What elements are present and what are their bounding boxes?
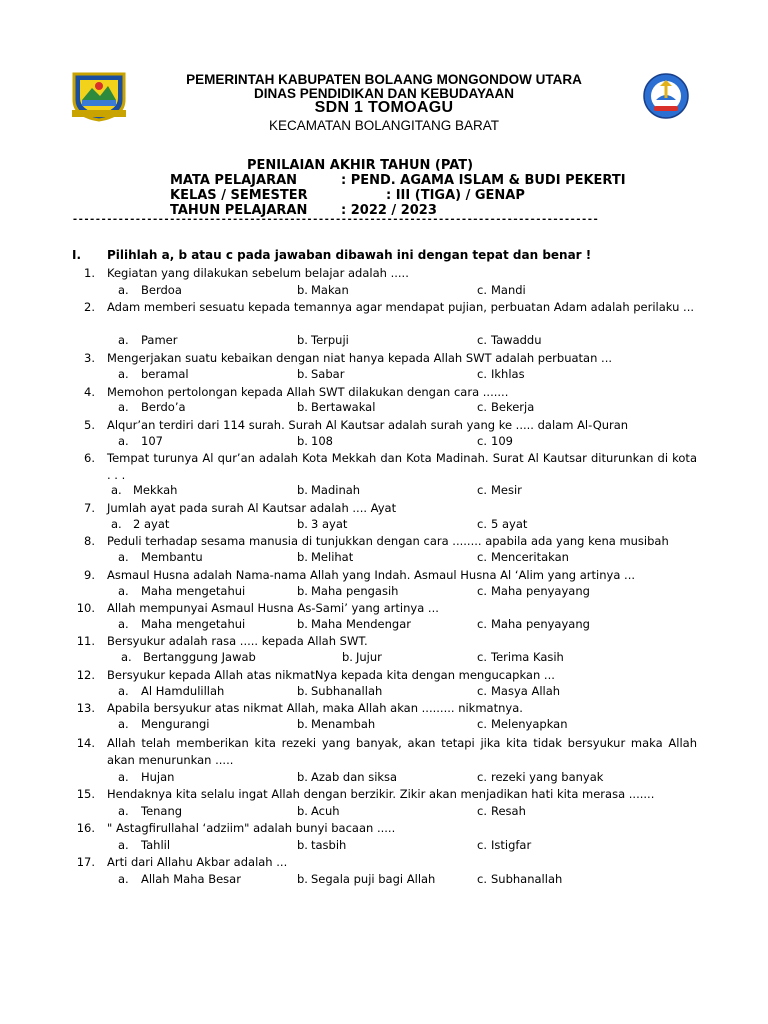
option-a-letter: a. xyxy=(118,617,129,631)
question-number: 17. xyxy=(76,855,95,869)
option-a-letter: a. xyxy=(118,367,129,381)
class-value: : III (TIGA) / GENAP xyxy=(386,188,525,203)
option-a-letter: a. xyxy=(121,650,132,664)
question-text: Allah mempunyai Asmaul Husna As-Sami’ yang artinya ... xyxy=(107,601,439,615)
option-a[interactable]: Al Hamdulillah xyxy=(141,684,225,698)
question-number: 16. xyxy=(76,821,95,835)
option-b-letter: b. xyxy=(297,333,308,347)
option-b-letter: b. xyxy=(297,684,308,698)
option-a[interactable]: Maha mengetahui xyxy=(141,584,246,598)
option-b-letter: b. xyxy=(297,804,308,818)
question-text: Bersyukur adalah rasa ..... kepada Allah SWT. xyxy=(107,634,368,648)
question-text: Adam memberi sesuatu kepada temannya agar mendapat pujian, perbuatan Adam adalah perilaku ... xyxy=(107,300,695,314)
option-b[interactable]: Subhanallah xyxy=(311,684,383,698)
option-c[interactable]: 5 ayat xyxy=(491,517,528,531)
question-number: 14. xyxy=(76,736,95,750)
question-text: Arti dari Allahu Akbar adalah ... xyxy=(107,855,288,869)
option-a[interactable]: Berdoa xyxy=(141,283,182,297)
question-number: 8. xyxy=(84,534,95,548)
option-b-letter: b. xyxy=(297,283,308,297)
exam-title: PENILAIAN AKHIR TAHUN (PAT) xyxy=(247,158,474,173)
question-text: Mengerjakan suatu kebaikan dengan niat hanya kepada Allah SWT adalah perbuatan ... xyxy=(107,351,613,365)
option-a-letter: a. xyxy=(111,483,122,497)
option-b-letter: b. xyxy=(297,550,308,564)
class-label: KELAS / SEMESTER xyxy=(170,188,308,203)
option-c[interactable]: Masya Allah xyxy=(491,684,561,698)
option-c-letter: c. xyxy=(477,838,487,852)
option-c-letter: c. xyxy=(477,584,487,598)
question-number: 10. xyxy=(76,601,95,615)
option-b-letter: b. xyxy=(297,517,308,531)
option-a[interactable]: beramal xyxy=(141,367,189,381)
option-b-letter: b. xyxy=(297,367,308,381)
option-c-letter: c. xyxy=(477,650,487,664)
option-a[interactable]: 2 ayat xyxy=(133,517,170,531)
question-text: Apabila bersyukur atas nikmat Allah, maka Allah akan ......... nikmatnya. xyxy=(107,701,523,715)
question-number: 2. xyxy=(84,300,95,314)
option-b-letter: b. xyxy=(297,617,308,631)
option-a-letter: a. xyxy=(118,550,129,564)
option-a-letter: a. xyxy=(111,517,122,531)
option-b-letter: b. xyxy=(297,483,308,497)
option-c[interactable]: Subhanallah xyxy=(491,872,563,886)
question-text: Jumlah ayat pada surah Al Kautsar adalah .... Ayat xyxy=(107,501,397,515)
option-c-letter: c. xyxy=(477,804,487,818)
option-c[interactable]: Melenyapkan xyxy=(491,717,568,731)
option-c-letter: c. xyxy=(477,550,487,564)
option-c-letter: c. xyxy=(477,684,487,698)
school-name: SDN 1 TOMOAGU xyxy=(314,99,454,116)
option-c[interactable]: Terima Kasih xyxy=(491,650,564,664)
option-c[interactable]: Mesir xyxy=(491,483,522,497)
option-b-letter: b. xyxy=(297,770,308,784)
government-heading: PEMERINTAH KABUPATEN BOLAANG MONGONDOW UTARA xyxy=(186,72,582,87)
question-text: " Astagfirullahal ‘adziim" adalah bunyi bacaan ..... xyxy=(107,821,396,835)
option-b-letter: b. xyxy=(297,717,308,731)
option-b[interactable]: Makan xyxy=(311,283,349,297)
option-a[interactable]: 107 xyxy=(141,434,163,448)
option-c[interactable]: Ikhlas xyxy=(491,367,525,381)
option-a-letter: a. xyxy=(118,434,129,448)
question-number: 4. xyxy=(84,385,95,399)
option-a[interactable]: Mengurangi xyxy=(141,717,210,731)
option-b[interactable]: 108 xyxy=(311,434,333,448)
subject-value: : PEND. AGAMA ISLAM & BUDI PEKERTI xyxy=(341,173,626,188)
option-a-letter: a. xyxy=(118,333,129,347)
question-number: 1. xyxy=(84,266,95,280)
question-number: 13. xyxy=(76,701,95,715)
option-a[interactable]: Mekkah xyxy=(133,483,178,497)
question-number: 7. xyxy=(84,501,95,515)
option-b[interactable]: Bertawakal xyxy=(311,400,376,414)
option-c-letter: c. xyxy=(477,400,487,414)
option-b-letter: b. xyxy=(342,650,353,664)
option-a-letter: a. xyxy=(118,717,129,731)
department-heading: DINAS PENDIDIKAN DAN KEBUDAYAAN xyxy=(253,86,515,101)
section-instruction: Pilihlah a, b atau c pada jawaban dibawah ini dengan tepat dan benar ! xyxy=(107,248,592,262)
option-a[interactable]: Pamer xyxy=(141,333,178,347)
option-c[interactable]: Tawaddu xyxy=(491,333,542,347)
option-c-letter: c. xyxy=(477,617,487,631)
option-a-letter: a. xyxy=(118,872,129,886)
option-a[interactable]: Tenang xyxy=(141,804,183,818)
option-c[interactable]: 109 xyxy=(491,434,513,448)
option-c[interactable]: Bekerja xyxy=(491,400,535,414)
option-c[interactable]: rezeki yang banyak xyxy=(491,770,604,784)
question-text: Asmaul Husna adalah Nama-nama Allah yang Indah. Asmaul Husna Al ‘Alim yang artinya ... xyxy=(107,568,636,582)
option-b[interactable]: Melihat xyxy=(311,550,354,564)
question-text: Hendaknya kita selalu ingat Allah dengan berzikir. Zikir akan menjadikan hati kita merasa ....... xyxy=(107,787,655,801)
option-c-letter: c. xyxy=(477,283,487,297)
option-b[interactable]: Maha Mendengar xyxy=(311,617,411,631)
question-text: Memohon pertolongan kepada Allah SWT dilakukan dengan cara ....... xyxy=(107,385,509,399)
question-number: 15. xyxy=(76,787,95,801)
option-b[interactable]: Maha pengasih xyxy=(311,584,399,598)
option-a[interactable]: Bertanggung Jawab xyxy=(143,650,256,664)
year-value: : 2022 / 2023 xyxy=(341,203,437,218)
option-b-letter: b. xyxy=(297,872,308,886)
question-number: 11. xyxy=(76,634,95,648)
question-text: Tempat turunya Al qur’an adalah Kota Mekkah dan Kota Madinah. Surat Al Kautsar diturunkan di kota . . . xyxy=(107,451,697,482)
option-a[interactable]: Hujan xyxy=(141,770,175,784)
question-text: Peduli terhadap sesama manusia di tunjukkan dengan cara ........ apabila ada yang kena musibah xyxy=(107,534,669,548)
option-b[interactable]: tasbih xyxy=(311,838,347,852)
option-c-letter: c. xyxy=(477,434,487,448)
option-c-letter: c. xyxy=(477,367,487,381)
option-b-letter: b. xyxy=(297,400,308,414)
option-a-letter: a. xyxy=(118,770,129,784)
option-a-letter: a. xyxy=(118,838,129,852)
option-b[interactable]: Menambah xyxy=(311,717,376,731)
option-a-letter: a. xyxy=(118,584,129,598)
option-c-letter: c. xyxy=(477,333,487,347)
option-b-letter: b. xyxy=(297,434,308,448)
option-c-letter: c. xyxy=(477,483,487,497)
option-c-letter: c. xyxy=(477,770,487,784)
option-b[interactable]: Azab dan siksa xyxy=(311,770,398,784)
option-a-letter: a. xyxy=(118,804,129,818)
option-c-letter: c. xyxy=(477,717,487,731)
option-c[interactable]: Mandi xyxy=(491,283,526,297)
option-a[interactable]: Allah Maha Besar xyxy=(141,872,241,886)
district-heading: KECAMATAN BOLANGITANG BARAT xyxy=(268,118,500,133)
option-a[interactable]: Maha mengetahui xyxy=(141,617,246,631)
question-number: 6. xyxy=(84,451,95,465)
option-a[interactable]: Berdo’a xyxy=(141,400,186,414)
option-c[interactable]: Menceritakan xyxy=(491,550,569,564)
question-text: Kegiatan yang dilakukan sebelum belajar adalah ..... xyxy=(107,266,409,280)
option-b[interactable]: Terpuji xyxy=(311,333,349,347)
section-number: I. xyxy=(72,248,82,262)
option-c[interactable]: Maha penyayang xyxy=(491,617,590,631)
question-text: Alqur’an terdiri dari 114 surah. Surah Al Kautsar adalah surah yang ke ..... dalam Al-Quran xyxy=(107,418,629,432)
option-b[interactable]: Sabar xyxy=(311,367,345,381)
option-a-letter: a. xyxy=(118,684,129,698)
option-c[interactable]: Resah xyxy=(491,804,526,818)
option-c[interactable]: Istigfar xyxy=(491,838,532,852)
option-c[interactable]: Maha penyayang xyxy=(491,584,590,598)
option-a-letter: a. xyxy=(118,400,129,414)
option-b[interactable]: Segala puji bagi Allah xyxy=(311,872,436,886)
divider-line: -------------------------------------------------------------------------------------------- xyxy=(72,214,599,225)
question-number: 3. xyxy=(84,351,95,365)
question-number: 9. xyxy=(84,568,95,582)
option-b-letter: b. xyxy=(297,838,308,852)
option-a[interactable]: Membantu xyxy=(141,550,203,564)
option-b[interactable]: 3 ayat xyxy=(311,517,348,531)
question-number: 5. xyxy=(84,418,95,432)
option-b[interactable]: Jujur xyxy=(356,650,382,664)
year-label: TAHUN PELAJARAN xyxy=(170,203,308,218)
option-a[interactable]: Tahlil xyxy=(141,838,171,852)
option-b[interactable]: Acuh xyxy=(311,804,340,818)
question-text: Bersyukur kepada Allah atas nikmatNya kepada kita dengan mengucapkan ... xyxy=(107,668,555,682)
question-number: 12. xyxy=(76,668,95,682)
option-c-letter: c. xyxy=(477,872,487,886)
option-a-letter: a. xyxy=(118,283,129,297)
option-b[interactable]: Madinah xyxy=(311,483,361,497)
question-text: Allah telah memberikan kita rezeki yang banyak, akan tetapi jika kita tidak bersyukur maka Allah akan menurunkan ..... xyxy=(107,736,697,767)
option-c-letter: c. xyxy=(477,517,487,531)
option-b-letter: b. xyxy=(297,584,308,598)
subject-label: MATA PELAJARAN xyxy=(170,173,298,188)
